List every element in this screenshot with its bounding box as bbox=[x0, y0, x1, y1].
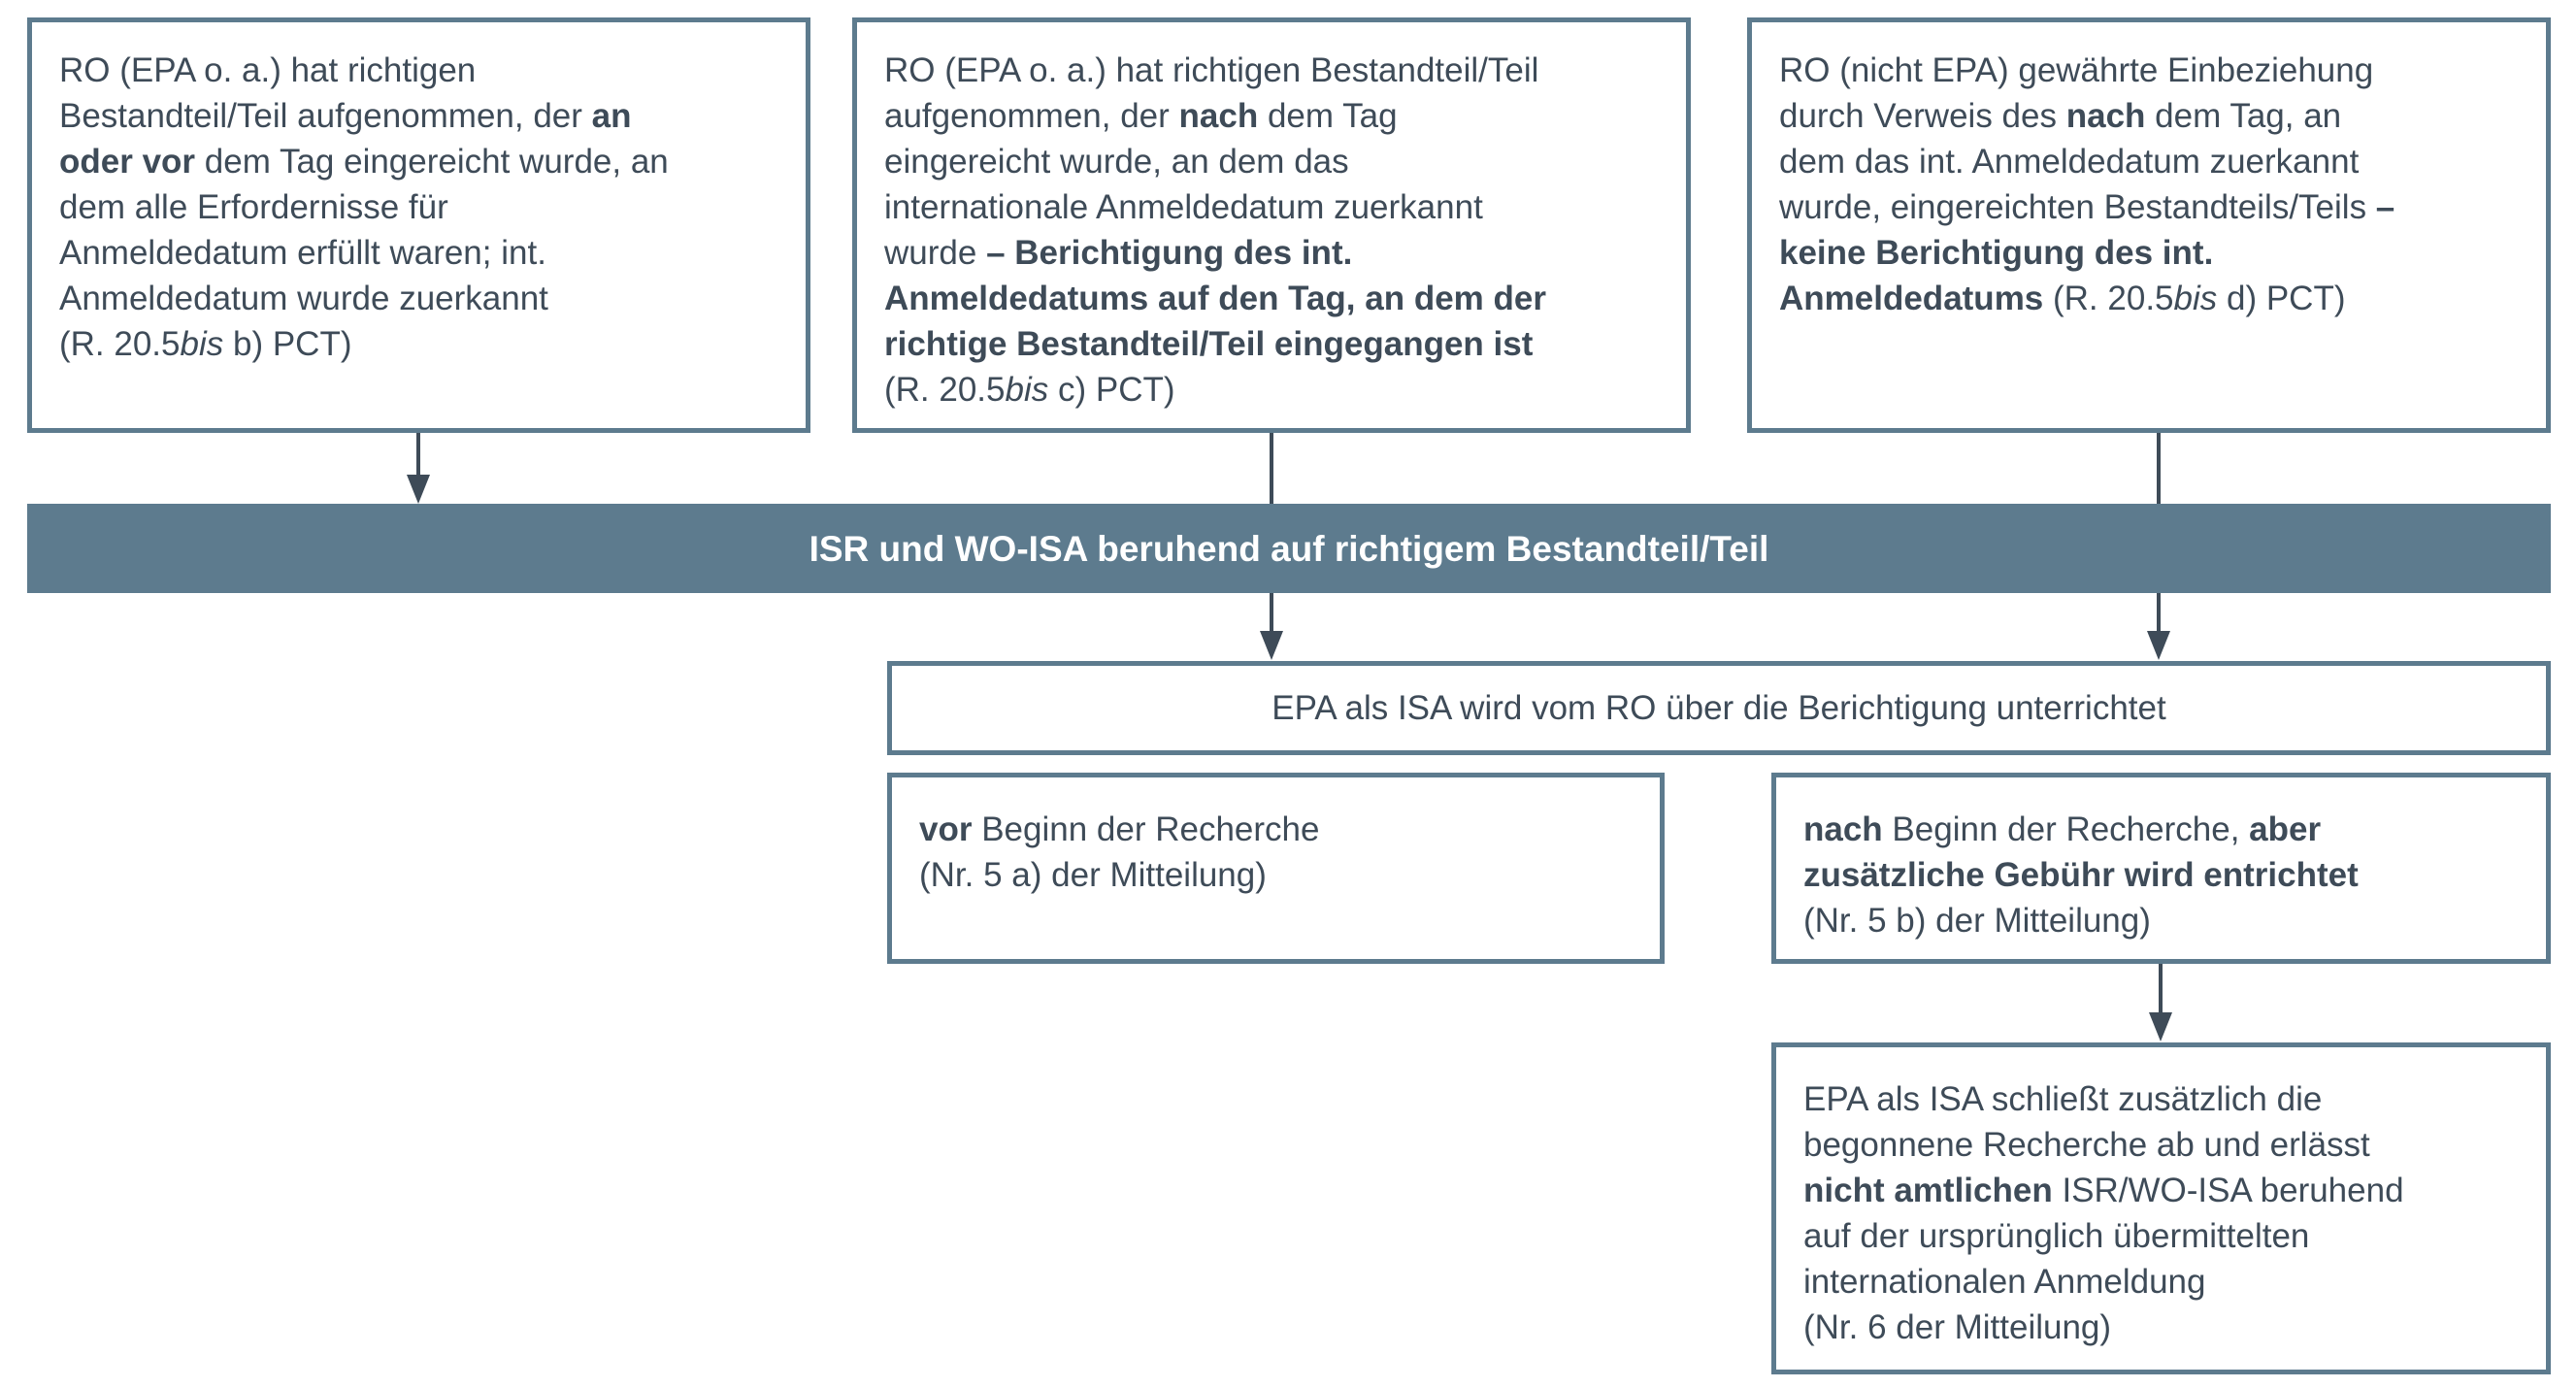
text-run: (R. 20.5 bbox=[59, 325, 181, 363]
text-run: Anmeldedatum erfüllt waren; int. bbox=[59, 234, 546, 272]
text-run: Anmeldedatum wurde zuerkannt bbox=[59, 280, 548, 317]
text-run: nicht amtlichen bbox=[1803, 1172, 2053, 1209]
arrow-head-icon bbox=[2149, 1012, 2172, 1041]
text-run: nach bbox=[1803, 810, 1883, 848]
text-run: (R. 20.5 bbox=[884, 371, 1006, 409]
text-run: internationale Anmeldedatum zuerkannt bbox=[884, 188, 1483, 226]
text-run: dem Tag eingereicht wurde, an bbox=[195, 143, 669, 181]
box-ro-epa-on-or-before bbox=[27, 17, 810, 433]
text-run: richtige Bestandteil/Teil eingegangen ist bbox=[884, 325, 1534, 363]
arrow-shaft bbox=[416, 433, 420, 477]
text-run: nach bbox=[1178, 97, 1259, 135]
text-run: wurde, eingereichten Bestandteils/Teils bbox=[1779, 188, 2376, 226]
text-run: (Nr. 6 der Mitteilung) bbox=[1803, 1308, 2112, 1346]
text-run: oder vor bbox=[59, 143, 196, 181]
text-run: RO (nicht EPA) gewährte Einbeziehung bbox=[1779, 51, 2374, 89]
text-run: dem Tag bbox=[1258, 97, 1398, 135]
text-run: RO (EPA o. a.) hat richtigen Bestandteil/Teil bbox=[884, 51, 1539, 89]
text-run: durch Verweis des bbox=[1779, 97, 2066, 135]
text-run: zusätzliche Gebühr wird entrichtet bbox=[1803, 856, 2359, 894]
text-run: (Nr. 5 b) der Mitteilung) bbox=[1803, 902, 2151, 940]
text-run: (Nr. 5 a) der Mitteilung) bbox=[919, 856, 1267, 894]
arrow-head-icon bbox=[1260, 631, 1283, 660]
box-ro-not-epa bbox=[1747, 17, 2551, 433]
text-run: dem Tag, an bbox=[2145, 97, 2342, 135]
text-run: Bestandteil/Teil aufgenommen, der bbox=[59, 97, 592, 135]
text-run: (R. 20.5 bbox=[2043, 280, 2174, 317]
box-epa-informed: EPA als ISA wird vom RO über die Berichtigung unterrichtet bbox=[887, 661, 2551, 755]
text-run: ISR/WO-ISA beruhend bbox=[2052, 1172, 2404, 1209]
text-run: Anmeldedatums bbox=[1779, 280, 2044, 317]
text-run: c) PCT) bbox=[1048, 371, 1175, 409]
text-run: auf der ursprünglich übermittelten bbox=[1803, 1217, 2310, 1255]
arrow-head-icon bbox=[407, 475, 430, 504]
text-run: vor bbox=[919, 810, 973, 848]
text-run: bis bbox=[1005, 371, 1049, 409]
text-run: EPA als ISA schließt zusätzlich die bbox=[1803, 1080, 2323, 1118]
text-run: begonnene Recherche ab und erlässt bbox=[1803, 1126, 2370, 1164]
text-run: d) PCT) bbox=[2217, 280, 2346, 317]
text-run: keine Berichtigung des int. bbox=[1779, 234, 2214, 272]
text-run: aufgenommen, der bbox=[884, 97, 1179, 135]
text-run: an bbox=[591, 97, 632, 135]
text-run: eingereicht wurde, an dem das bbox=[884, 143, 1349, 181]
box-epa-completes bbox=[1771, 1042, 2551, 1374]
text-run: Anmeldedatums auf den Tag, an dem der bbox=[884, 280, 1546, 317]
text-run: aber bbox=[2249, 810, 2322, 848]
text-run: Beginn der Recherche, bbox=[1882, 810, 2250, 848]
box-ro-epa-after bbox=[852, 17, 1691, 433]
arrow-shaft bbox=[2159, 964, 2163, 1014]
text-run: nach bbox=[2065, 97, 2146, 135]
text-run: – bbox=[2375, 188, 2395, 226]
text-run: bis bbox=[180, 325, 224, 363]
text-run: wurde bbox=[884, 234, 987, 272]
text-run: bis bbox=[2173, 280, 2218, 317]
text-run: dem alle Erfordernisse für bbox=[59, 188, 448, 226]
text-run: b) PCT) bbox=[223, 325, 352, 363]
arrow-box1-to-banner bbox=[407, 433, 430, 504]
banner-isr-wo-isa: ISR und WO-ISA beruhend auf richtigem Bestandteil/Teil bbox=[27, 504, 2551, 593]
box-before-search bbox=[887, 773, 1665, 964]
arrow-after-search-to-epa-completes bbox=[2149, 964, 2172, 1041]
arrow-head-icon bbox=[2147, 631, 2170, 660]
text-run: Beginn der Recherche bbox=[972, 810, 1320, 848]
text-run: internationalen Anmeldung bbox=[1803, 1263, 2206, 1301]
text-run: dem das int. Anmeldedatum zuerkannt bbox=[1779, 143, 2360, 181]
text-run: – Berichtigung des int. bbox=[986, 234, 1353, 272]
box-after-search bbox=[1771, 773, 2551, 964]
text-run: RO (EPA o. a.) hat richtigen bbox=[59, 51, 477, 89]
